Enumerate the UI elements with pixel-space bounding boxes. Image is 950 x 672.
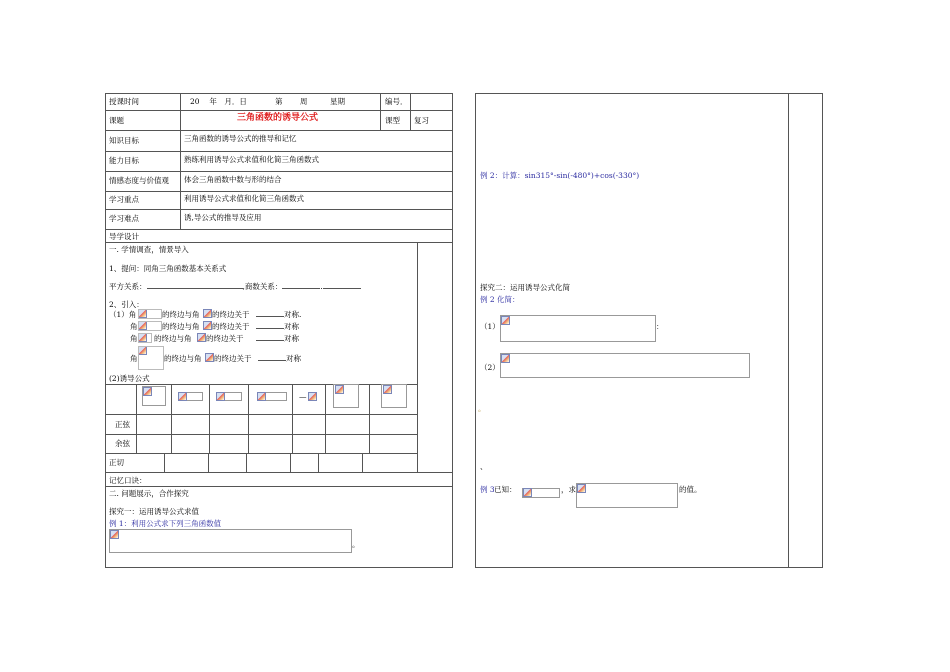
value-label: 的值。 — [679, 485, 702, 494]
formula-box — [500, 315, 656, 342]
date-field: 20 年 月．日 — [190, 97, 247, 106]
answer-blank[interactable] — [256, 340, 284, 341]
intro-tail — [256, 310, 301, 319]
table-row-label: 正切 — [109, 458, 124, 467]
formula-box — [138, 309, 162, 319]
formula-image-icon — [577, 484, 586, 493]
intro-end: 的终边关于 — [212, 322, 250, 331]
table-row-label: 余弦 — [115, 439, 130, 448]
row-label: 知识目标 — [109, 136, 139, 145]
formula-image-icon — [216, 392, 225, 401]
row-value: 诱,导公式的推导及应用 — [184, 213, 262, 222]
formula-image-icon — [197, 333, 206, 342]
intro-tail — [256, 322, 299, 331]
section-heading: 二. 问题展示，合作探究 — [109, 489, 189, 498]
table-row-label: 正弦 — [115, 420, 130, 429]
formula-image-icon — [203, 321, 212, 330]
code-label: 编号． — [385, 97, 408, 106]
answer-blank[interactable] — [258, 360, 286, 361]
square-relation: 平方关系： ,商数关系： . — [109, 282, 361, 291]
table-dash: — — [299, 392, 307, 401]
period-mark: 。 — [352, 540, 360, 549]
intro-tail-text: 对称 — [284, 334, 299, 343]
explore-heading: 探究一：运用诱导公式求值 — [109, 507, 199, 516]
weekday-field: 星期 — [330, 97, 345, 106]
answer-blank[interactable] — [147, 288, 243, 289]
intro-tail — [256, 334, 299, 343]
comma-mark: 、 — [480, 462, 488, 471]
colon-mark: ： — [656, 322, 664, 331]
answer-blank[interactable] — [282, 288, 320, 289]
formula-image-icon — [143, 387, 152, 396]
design-label: 导学设计 — [109, 232, 139, 241]
example-heading: 例 1：利用公式求下列三角函数值 — [109, 519, 222, 528]
intro-prefix: 角 — [130, 322, 138, 331]
intro-mid: 的终边与角 — [162, 310, 200, 319]
example-heading: 例 2：计算：sin315°-sin(-480°)+cos(-330°) — [480, 171, 640, 180]
item-number: （2） — [480, 363, 500, 372]
type-label: 课型 — [385, 116, 400, 125]
type-value: 复习 — [414, 116, 429, 125]
formula-image-icon — [178, 392, 187, 401]
intro-mid: 的终边与角 — [164, 354, 202, 363]
question-text: 1、提问：同角三角函数基本关系式 — [109, 264, 227, 273]
formula-box — [138, 321, 162, 331]
answer-blank[interactable] — [323, 288, 361, 289]
example-label: 例 3 — [480, 485, 495, 494]
row-value: 利用诱导公式求值和化简三角函数式 — [184, 194, 304, 203]
find-label: ，求 — [561, 485, 576, 494]
formula-image-icon — [308, 392, 317, 401]
explore-heading: 探究二：运用诱导公式化简 — [480, 283, 570, 292]
answer-blank[interactable] — [256, 328, 284, 329]
row-label: 学习难点 — [109, 214, 139, 223]
topic-label: 课题 — [109, 116, 124, 125]
answer-blank[interactable] — [256, 316, 284, 317]
row-label: 能力目标 — [109, 156, 139, 165]
formula-image-icon — [501, 354, 510, 363]
formula-image-icon — [501, 316, 510, 325]
week-field: 第 周 — [275, 97, 308, 106]
intro-tail-text: 对称 — [286, 354, 301, 363]
formula-image-icon — [110, 530, 119, 539]
intro-tail-text: 对称 — [284, 322, 299, 331]
intro-mid: 的终边与角 — [154, 334, 192, 343]
formula-box — [500, 353, 750, 378]
formulas-label: (2)诱导公式 — [109, 374, 150, 383]
intro-end: 的终边关于 — [212, 310, 250, 319]
row-value: 三角函数的诱导公式的推导和记忆 — [184, 134, 297, 143]
row-label: 学习重点 — [109, 195, 139, 204]
intro-tail — [258, 354, 301, 363]
formula-box — [576, 483, 678, 508]
period-mark: 。 — [478, 404, 486, 413]
intro-prefix: （1）角 — [109, 310, 137, 319]
formula-image-icon — [203, 309, 212, 318]
intro-tail-text: 对称. — [284, 310, 302, 319]
formula-box — [109, 529, 352, 553]
row-label: 情感态度与价值观 — [109, 176, 169, 185]
square-relation-label: 平方关系： — [109, 282, 147, 291]
time-label: 授课时间 — [109, 97, 139, 106]
row-value: 熟练利用诱导公式求值和化简三角函数式 — [184, 155, 319, 164]
intro-prefix: 角 — [130, 354, 138, 363]
formula-image-icon — [383, 385, 392, 394]
formula-box — [138, 346, 164, 370]
intro-end: 的终边关于 — [206, 334, 244, 343]
question-text: 2、引入： — [109, 300, 144, 309]
intro-prefix: 角 — [130, 334, 138, 343]
formula-image-icon — [257, 392, 266, 401]
intro-mid: 的终边与角 — [162, 322, 200, 331]
formula-image-icon — [335, 385, 344, 394]
quotient-relation-label: ,商数关系： — [242, 282, 283, 291]
intro-end: 的终边关于 — [214, 354, 252, 363]
formula-box — [138, 333, 152, 343]
section-heading: 一. 学情调查，情景导入 — [109, 245, 189, 254]
item-number: （1） — [480, 322, 500, 331]
row-value: 体会三角函数中数与形的结合 — [184, 175, 282, 184]
page-title: 三角函数的诱导公式 — [237, 113, 319, 123]
example-heading: 例 2 化简： — [480, 295, 520, 304]
formula-image-icon — [205, 353, 214, 362]
known-label: 已知： — [494, 485, 517, 494]
memory-label: 记忆口诀： — [109, 476, 147, 485]
formula-image-icon — [523, 488, 532, 497]
